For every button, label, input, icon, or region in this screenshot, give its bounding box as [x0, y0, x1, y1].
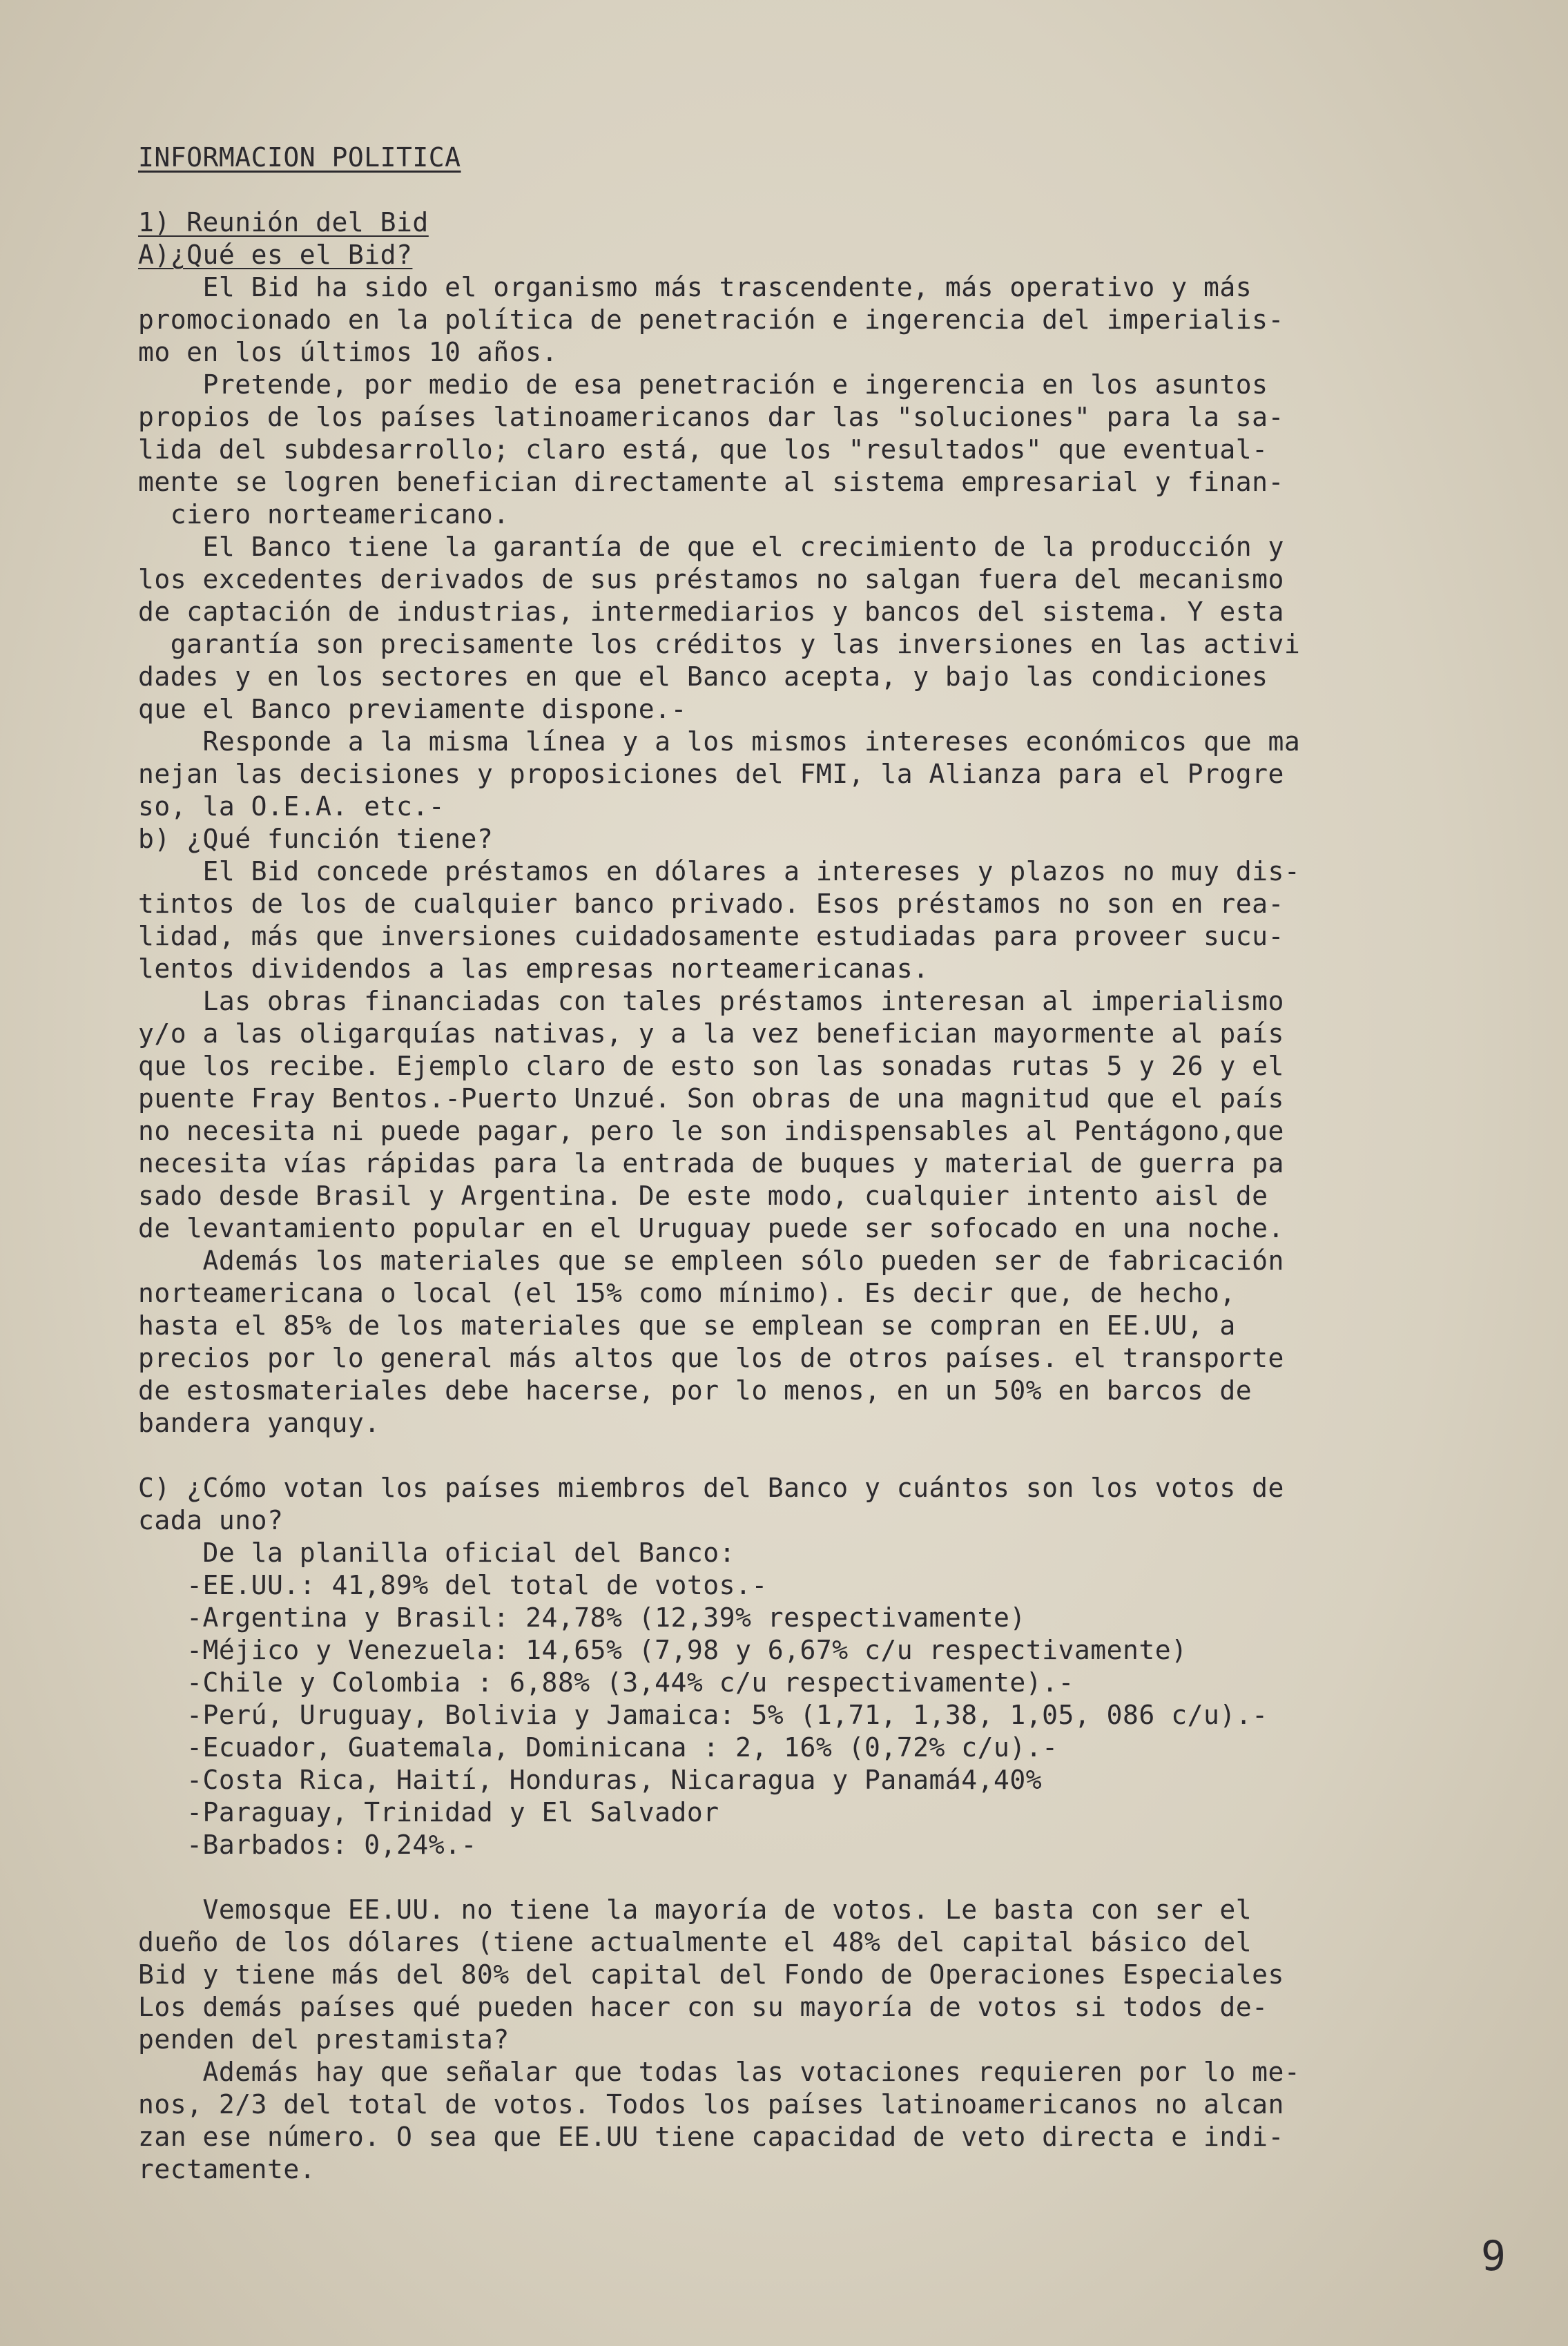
paragraph-a2: Pretende, por medio de esa penetración e ingerencia en los asuntos propios de los países latinoamericanos dar las "soluciones" para la sa- lida del subdesarrollo; claro está, que los "resultados" que eventual- mente se logren benefician directamente al sistema empresarial y finan- ciero norteamericano.: [138, 369, 1284, 530]
list-item: -Méjico y Venezuela: 14,65% (7,98 y 6,67% c/u respectivamente): [138, 1635, 1188, 1665]
subsection-b-title: b) ¿Qué función tiene?: [138, 824, 494, 854]
list-item: -EE.UU.: 41,89% del total de votos.-: [138, 1570, 768, 1600]
paragraph-b3: Además los materiales que se empleen sólo pueden ser de fabricación norteamericana o local (el 15% como mínimo). Es decir que, de hecho, hasta el 85% de los materiales que se emplean se compran en EE.UU, a precios por lo general más altos que los de otros países. el transporte de estosmateriales debe hacerse, por lo menos, en un 50% en barcos de bandera yanquy.: [138, 1245, 1284, 1438]
paragraph-b2: Las obras financiadas con tales préstamos interesan al imperialismo y/o a las oligarquías nativas, y a la vez benefician mayormente al país que los recibe. Ejemplo claro de esto son las sonadas rutas 5 y 26 y el puente Fray Bentos.-Puerto Unzué. Son obras de una magnitud que el país no necesita ni puede pagar, pero le son indispensables al Pentágono,que necesita vías rápidas para la entrada de buques y material de guerra pa sado desde Brasil y Argentina. De este modo, cualquier intento aisl de de levantamiento popular en el Uruguay puede ser sofocado en una noche.: [138, 986, 1284, 1243]
list-item: -Chile y Colombia : 6,88% (3,44% c/u respectivamente).-: [138, 1667, 1074, 1698]
paragraph-a3: El Banco tiene la garantía de que el crecimiento de la producción y los excedentes derivados de sus préstamos no salgan fuera del mecanismo de captación de industrias, intermediarios y bancos del sistema. Y esta garantía son precisamente los créditos y las inversiones en las activi dades y en los sectores en que el Banco acepta, y bajo las condiciones que el Banco previamente dispone.-: [138, 532, 1301, 724]
list-item: -Barbados: 0,24%.-: [138, 1830, 477, 1860]
list-item: -Perú, Uruguay, Bolivia y Jamaica: 5% (1,71, 1,38, 1,05, 086 c/u).-: [138, 1700, 1268, 1730]
list-item: -Argentina y Brasil: 24,78% (12,39% respectivamente): [138, 1602, 1026, 1633]
votes-intro: De la planilla oficial del Banco:: [138, 1538, 735, 1568]
paragraph-c2: Además hay que señalar que todas las votaciones requieren por lo me- nos, 2/3 del total de votos. Todos los países latinoamericanos no alcan zan ese número. O sea que EE.UU tiene capacidad de veto directa e indi- rectamente.: [138, 2057, 1301, 2184]
subsection-c-title: C) ¿Cómo votan los países miembros del Banco y cuántos son los votos de cada uno?: [138, 1473, 1284, 1535]
list-item: -Paraguay, Trinidad y El Salvador: [138, 1797, 719, 1828]
list-item: -Costa Rica, Haití, Honduras, Nicaragua y Panamá4,40%: [138, 1765, 1043, 1795]
votes-list: [138, 1569, 1512, 1861]
paragraph-b1: El Bid concede préstamos en dólares a intereses y plazos no muy dis- tintos de los de cualquier banco privado. Esos préstamos no son en rea- lidad, más que inversiones cuidadosamente estudiadas para proveer sucu- lentos dividendos a las empresas norteamericanas.: [138, 856, 1301, 984]
document-heading: INFORMACION POLITICA: [138, 142, 461, 173]
paragraph-c1: Vemosque EE.UU. no tiene la mayoría de votos. Le basta con ser el dueño de los dólares (tiene actualmente el 48% del capital básico del Bid y tiene más del 80% del capital del Fondo de Operaciones Especiales Los demás países qué pueden hacer con su mayoría de votos si todos de- penden del prestamista?: [138, 1894, 1284, 2055]
section-title: 1) Reunión del Bid: [138, 207, 429, 237]
paragraph-a1: El Bid ha sido el organismo más trascendente, más operativo y más promocionado en la política de penetración e ingerencia del imperialis- mo en los últimos 10 años.: [138, 272, 1284, 367]
page-number: 9: [1480, 2232, 1506, 2280]
subsection-a-title: A)¿Qué es el Bid?: [138, 240, 413, 270]
document-body: [138, 142, 1512, 2186]
list-item: -Ecuador, Guatemala, Dominicana : 2, 16% (0,72% c/u).-: [138, 1732, 1058, 1763]
paragraph-a4: Responde a la misma línea y a los mismos intereses económicos que ma nejan las decisiones y proposiciones del FMI, la Alianza para el Progre so, la O.E.A. etc.-: [138, 726, 1301, 822]
